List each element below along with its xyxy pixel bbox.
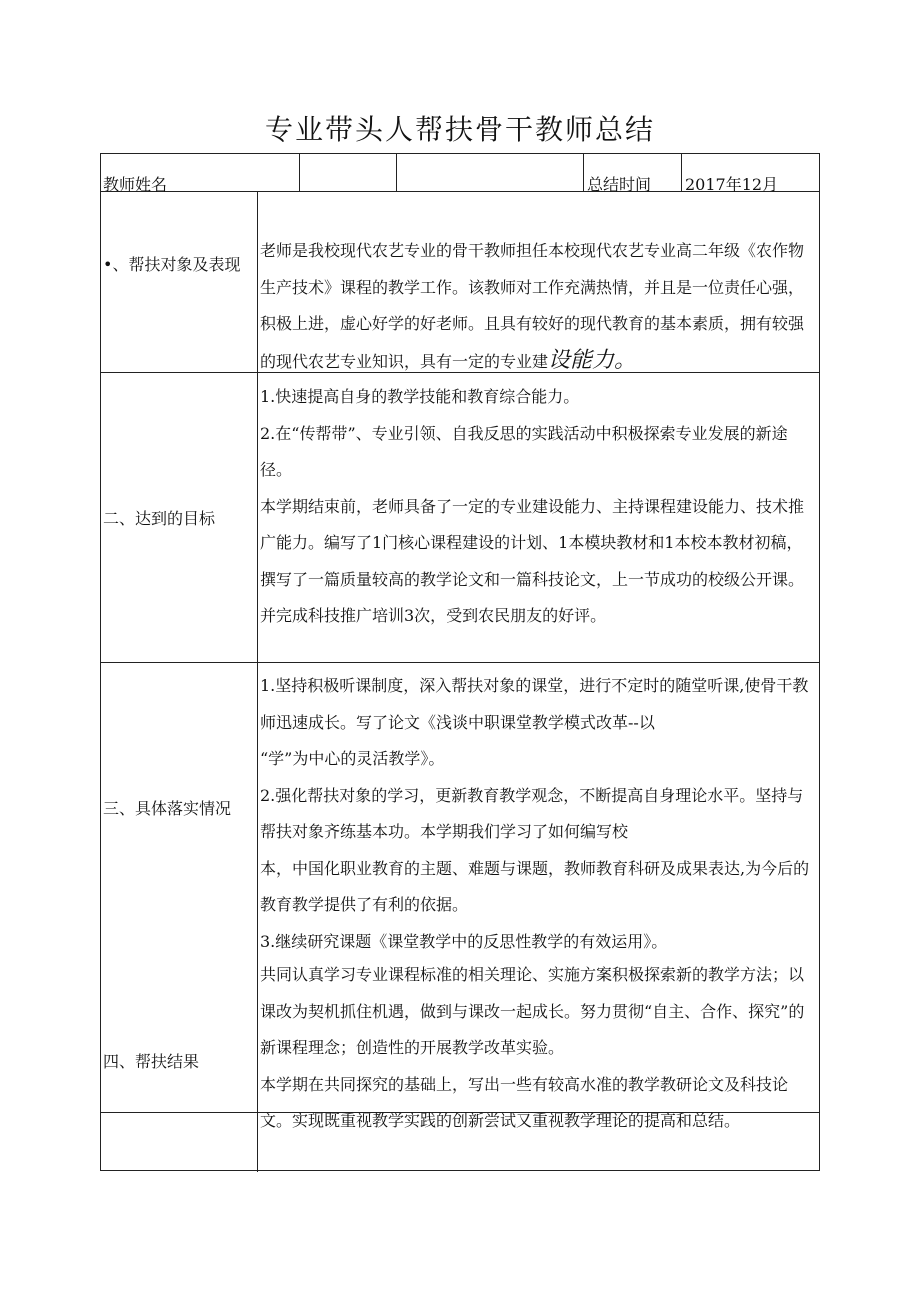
summary-table [100, 153, 820, 1171]
section-2-line-2: 2.在“传帮带”、专业引领、自我反思的实践活动中积极探索专业发展的新途径。 [260, 423, 788, 479]
col-divider [583, 154, 584, 191]
section-2-label: 二、达到的目标 [103, 509, 216, 528]
section-1-label: •、帮扶对象及表现 [103, 255, 241, 274]
col-divider [396, 154, 397, 191]
section-1-text: 老师是我校现代农艺专业的骨干教师担任本校现代农艺专业高二年级《农作物生产技术》课程的教学工作。该教师对工作充满热情，并且是一位责任心强，积极上进，虚心好学的好老师。且具有较好的现代教育的基本素质，拥有较强的现代农艺专业知识，具有一定的专业建 [260, 241, 805, 371]
col-divider [299, 154, 300, 191]
section-3-line-1: 1.坚持积极听课制度，深入帮扶对象的课堂，进行不定时的随堂听课,使骨干教师迅速成长。写了论文《浅谈中职课堂教学模式改革--以 [260, 676, 809, 732]
summary-time-label: 总结时间 [587, 175, 652, 194]
section-3-line-4: 本，中国化职业教育的主题、难题与课题，教师教育科研及成果表达,为今后的教育教学提供了有利的依据。 [260, 858, 810, 914]
col-divider [257, 191, 258, 1172]
section-4-line-1: 共同认真学习专业课程标准的相关理论、实施方案积极探索新的教学方法；以课改为契机抓住机遇，做到与课改一起成长。努力贯彻“自主、合作、探究”的新课程理念；创造性的开展教学改革实验。 [260, 965, 805, 1057]
section-2-line-1: 1.快速提高自身的教学技能和教育综合能力。 [260, 387, 580, 406]
section-3-content [260, 668, 818, 960]
section-3-label: 三、具体落实情况 [103, 799, 232, 818]
col-divider [681, 154, 682, 191]
teacher-name-label: 教师姓名 [103, 175, 168, 194]
section-2-content [260, 379, 818, 635]
section-3-line-5: 3.继续研究课题《课堂教学中的反思性教学的有效运用》。 [260, 931, 668, 951]
page-title: 专业带头人帮扶骨干教师总结 [264, 113, 655, 146]
section-2-line-3: 本学期结束前，老师具备了一定的专业建设能力、主持课程建设能力、技术推广能力。编写了1门核心课程建设的计划、1本模块教材和1本校本教材初稿，撰写了一篇质量较高的教学论文和一篇科技论文，上一节成功的校级公开课。并完成科技推广培训3次，受到农民朋友的好评。 [260, 496, 805, 625]
section-4-content [260, 957, 818, 1140]
section-1-content [260, 233, 818, 380]
section-1-tail: 设能力。 [548, 347, 637, 373]
section-3-line-3: 2.强化帮扶对象的学习，更新教育教学观念，不断提高自身理论水平。坚持与帮扶对象齐练基本功。本学期我们学习了如何编写校 [260, 785, 804, 841]
section-4-label: 四、帮扶结果 [103, 1052, 200, 1071]
row-divider [101, 662, 819, 663]
section-4-line-2: 本学期在共同探究的基础上，写出一些有较高水准的教学教研论文及科技论文。实现既重视教学实践的创新尝试又重视教学理论的提高和总结。 [260, 1074, 789, 1130]
row-divider [101, 1170, 819, 1171]
section-3-line-2: “学”为中心的灵活教学》。 [260, 749, 445, 768]
summary-time-value: 2017年12月 [685, 175, 779, 194]
